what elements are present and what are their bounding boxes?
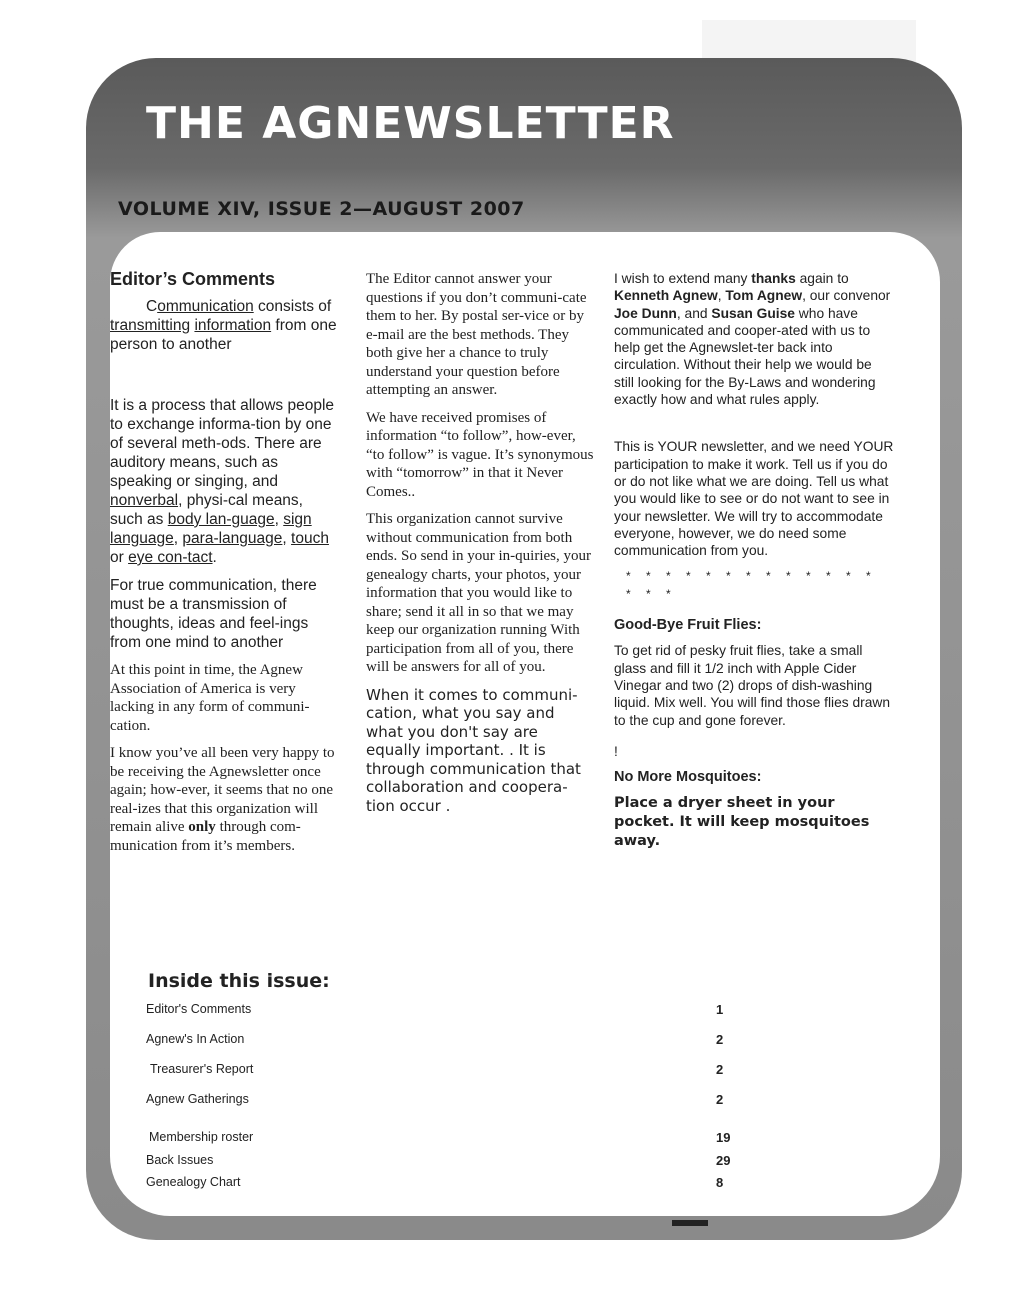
link[interactable]: transmitting [110,317,191,334]
link[interactable]: information [194,317,272,334]
link[interactable]: nonverbal [110,492,179,509]
link[interactable]: ommunication [157,298,254,315]
link[interactable]: touch [291,530,329,547]
paragraph: ! [614,743,618,759]
toc-item[interactable]: Agnew's In Action 2 [146,1032,724,1047]
link[interactable]: body lan-guage [167,511,275,528]
paragraph: At this point in time, the Agnew Association of America is very lacking in any form of communi-cation. [110,662,310,734]
section-heading: Good-Bye Fruit Flies: [614,617,762,634]
paragraph: I know you’ve all been very happy to be receiving the Agnewsletter once again; how-ever, it seems that no one real-izes that this organization will remain alive only through com-munication from it’s members. [110,745,335,854]
toc-item[interactable]: Treasurer's Report 2 [150,1062,724,1077]
link[interactable]: para-language [182,530,283,547]
paragraph: Communication consists of transmitting information from one person to another [110,298,337,353]
link[interactable]: sign language [110,511,312,547]
toc-item[interactable]: Agnew Gatherings 2 [146,1092,724,1107]
toc-title: Inside this issue: [148,970,330,992]
toc-item[interactable]: Genealogy Chart 8 [146,1175,724,1190]
newsletter-title: THE AGNEWSLETTER [146,98,675,149]
column-editors-comments [110,270,338,864]
paragraph: When it comes to communi-cation, what you say and what you don't say are equally important. . It is through communication that collaboration and coopera-tion occur . [366,685,581,815]
paragraph: The Editor cannot answer your questions if you don’t communi-cate them to her. By postal ser-vice or by e-mail are the best methods. They both give her a chance to truly understand your question before attempting an answer. [366,271,587,398]
section-heading: No More Mosquitoes: [614,769,762,786]
paragraph: I wish to extend many thanks again to Kenneth Agnew, Tom Agnew, our convenor Joe Dunn, and Susan Guise who have communicated and cooper-ated with us to help get the Agnewslet-ter back into circulation. Without their help we would be still looking for the By-Laws and wondering exactly how and what rules apply. [614,271,891,408]
star-divider: * * * * * * * * * * * * * * * * [626,569,877,601]
paragraph: We have received promises of information “to follow”, how-ever, “to follow” is vague. It’s synonymous with “tomorrow” in that it Never Comes.. [366,409,594,500]
paragraph: To get rid of pesky fruit flies, take a small glass and fill it 1/2 inch with Apple Cider Vinegar and two (2) drops of dish-washing liquid. Mix well. You will find those flies drawn to the cup and gone forever. [614,643,891,728]
column-middle [366,270,594,824]
scan-mark [672,1220,708,1226]
paragraph: This organization cannot survive without communication from both ends. So send in your in-quiries, your genealogy charts, your photos, your information that you would like to share; send it all in so that we may keep our organization running With participation from all of you, there will be answers for all of you. [366,511,591,675]
paragraph: This is YOUR newsletter, and we need YOUR participation to make it work. Tell us if you do or do not like what we are doing. Tell us what you would like to see or do not want to see in your newsletter. We will try to accommodate everyone, however, we do need some communication from you. [614,439,894,559]
paragraph: It is a process that allows people to exchange informa-tion by one of several meth-ods. There are auditory means, such as speaking or singing, and nonverbal, physi-cal means, such as body lan-guage, sign language, para-language, touch or eye con-tact. [110,397,335,566]
section-heading: Editor’s Comments [110,269,276,289]
column-right [614,270,894,860]
paragraph: Place a dryer sheet in your pocket. It will keep mosquitoes away. [614,795,870,850]
paragraph: For true communication, there must be a transmission of thoughts, ideas and feel-ings from one mind to another [110,577,317,651]
volume-issue-line: VOLUME XIV, ISSUE 2—AUGUST 2007 [118,198,525,220]
toc-item[interactable]: Membership roster 19 [149,1130,731,1145]
toc-item[interactable]: Back Issues 29 [146,1153,731,1168]
link[interactable]: eye con-tact [128,549,213,566]
toc-item[interactable]: Editor's Comments 1 [146,1002,724,1017]
